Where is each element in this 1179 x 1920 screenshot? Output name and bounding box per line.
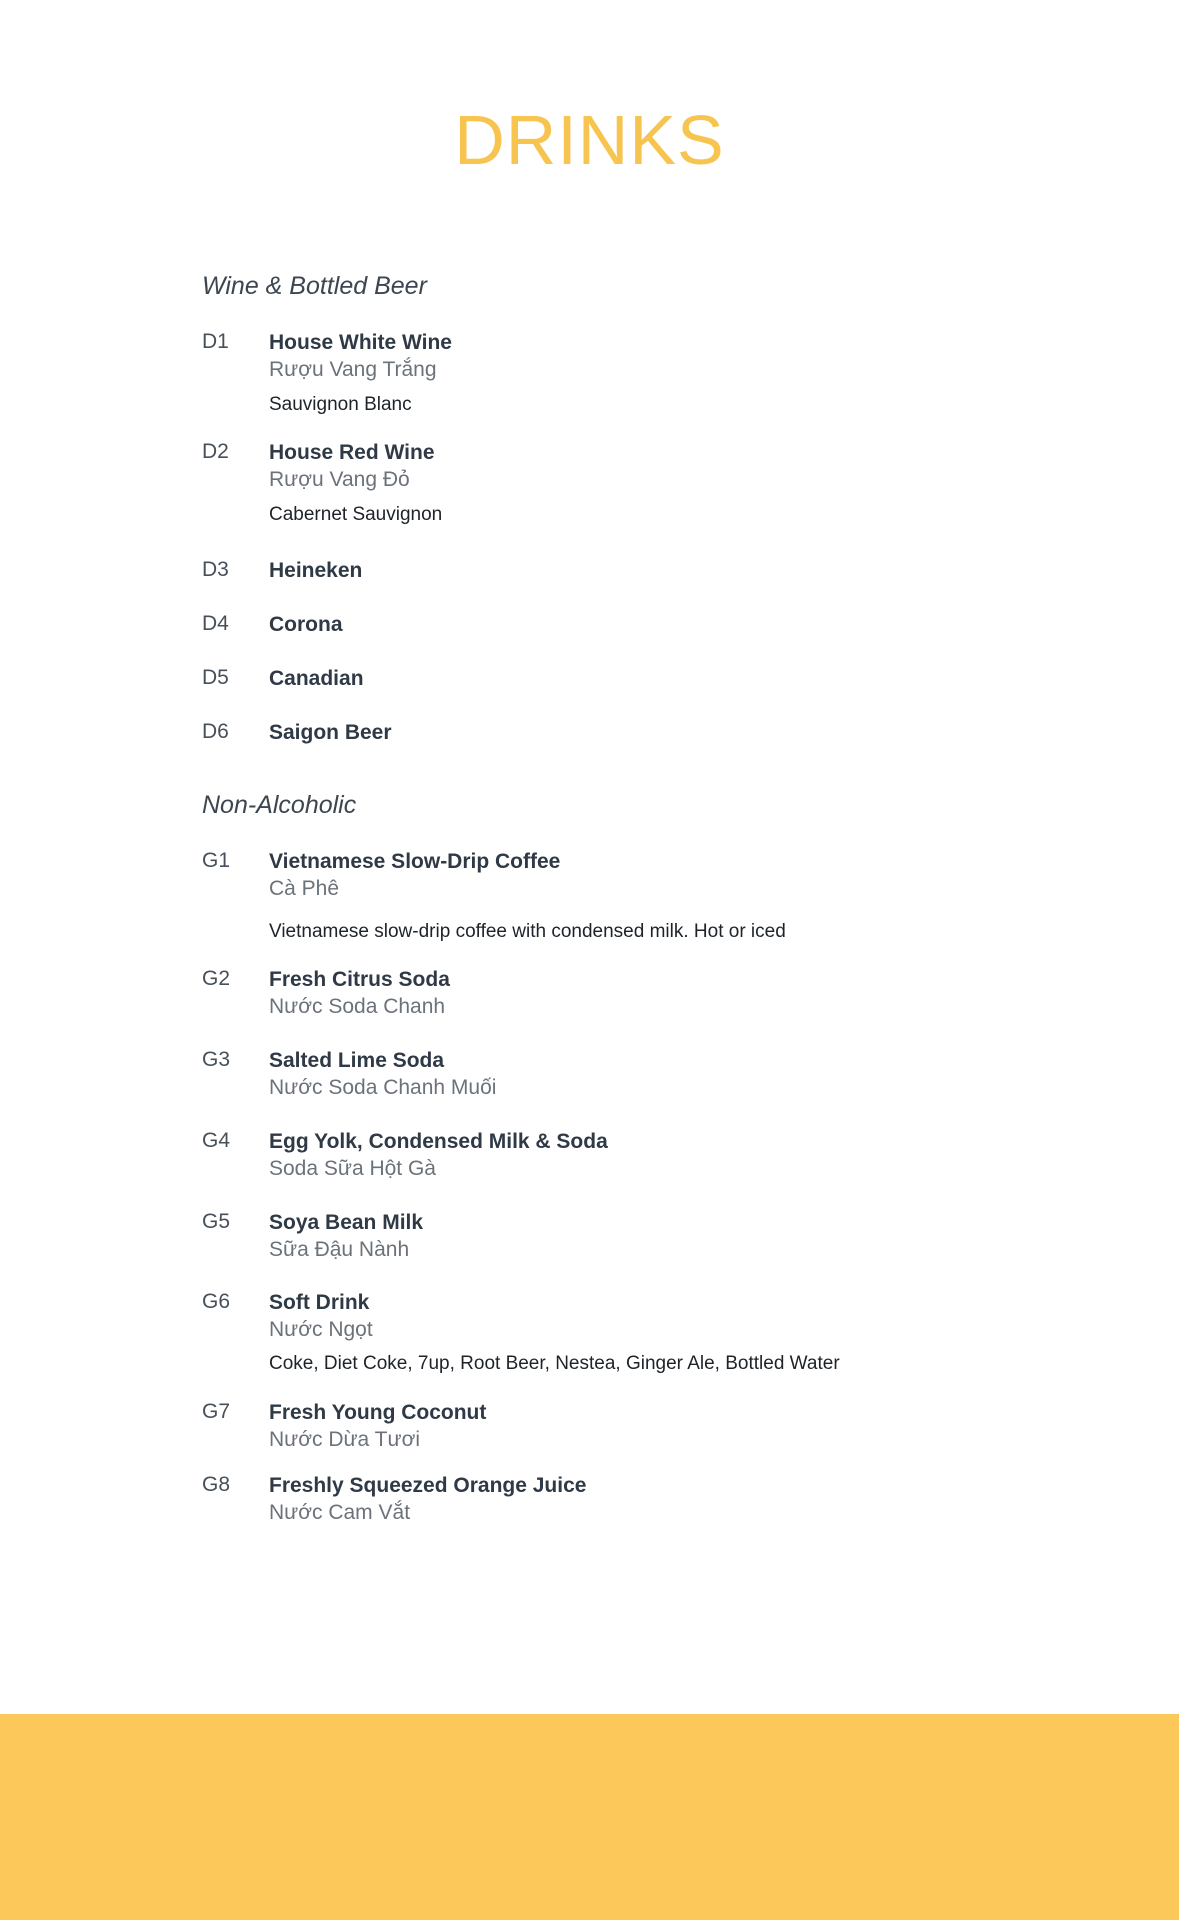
item-code: G7: [202, 1400, 231, 1423]
item-code: G2: [202, 967, 231, 990]
item-name: House Red Wine: [269, 441, 435, 464]
item-name: Fresh Young Coconut: [269, 1401, 487, 1424]
item-code: D4: [202, 612, 229, 635]
item-name: House White Wine: [269, 331, 452, 354]
item-vietnamese-name: Rượu Vang Trắng: [269, 358, 437, 381]
item-description: Coke, Diet Coke, 7up, Root Beer, Nestea, Ginger Ale, Bottled Water: [269, 1353, 840, 1374]
item-code: G1: [202, 849, 231, 872]
item-vietnamese-name: Nước Soda Chanh Muối: [269, 1076, 497, 1099]
item-code: D1: [202, 330, 229, 353]
item-name: Fresh Citrus Soda: [269, 968, 450, 991]
item-code: G4: [202, 1129, 231, 1152]
item-code: D6: [202, 720, 229, 743]
footer-color-band: [0, 1714, 1179, 1920]
item-name: Soya Bean Milk: [269, 1211, 424, 1234]
item-name: Heineken: [269, 559, 363, 582]
item-vietnamese-name: Sữa Đậu Nành: [269, 1238, 410, 1261]
item-name: Freshly Squeezed Orange Juice: [269, 1474, 587, 1497]
item-code: G6: [202, 1290, 231, 1313]
section-title-wine-beer: Wine & Bottled Beer: [202, 272, 427, 300]
item-code: G3: [202, 1048, 231, 1071]
item-name: Salted Lime Soda: [269, 1049, 445, 1072]
item-vietnamese-name: Rượu Vang Đỏ: [269, 468, 410, 491]
item-code: D2: [202, 440, 229, 463]
item-vietnamese-name: Nước Dừa Tươi: [269, 1428, 421, 1451]
item-description: Sauvignon Blanc: [269, 394, 412, 415]
item-name: Egg Yolk, Condensed Milk & Soda: [269, 1130, 608, 1153]
item-code: G8: [202, 1473, 231, 1496]
item-name: Canadian: [269, 667, 364, 690]
item-vietnamese-name: Nước Ngọt: [269, 1318, 373, 1341]
item-vietnamese-name: Nước Soda Chanh: [269, 995, 446, 1018]
section-title-non-alcoholic: Non-Alcoholic: [202, 791, 357, 819]
item-description: Vietnamese slow-drip coffee with condensed milk. Hot or iced: [269, 921, 786, 942]
item-code: G5: [202, 1210, 231, 1233]
item-name: Vietnamese Slow-Drip Coffee: [269, 850, 561, 873]
item-description: Cabernet Sauvignon: [269, 504, 443, 525]
item-name: Saigon Beer: [269, 721, 392, 744]
item-code: D3: [202, 558, 229, 581]
item-vietnamese-name: Cà Phê: [269, 877, 340, 900]
item-name: Corona: [269, 613, 343, 636]
page-title: DRINKS: [454, 101, 725, 179]
item-vietnamese-name: Soda Sữa Hột Gà: [269, 1157, 436, 1180]
item-code: D5: [202, 666, 229, 689]
item-vietnamese-name: Nước Cam Vắt: [269, 1501, 411, 1524]
item-name: Soft Drink: [269, 1291, 370, 1314]
